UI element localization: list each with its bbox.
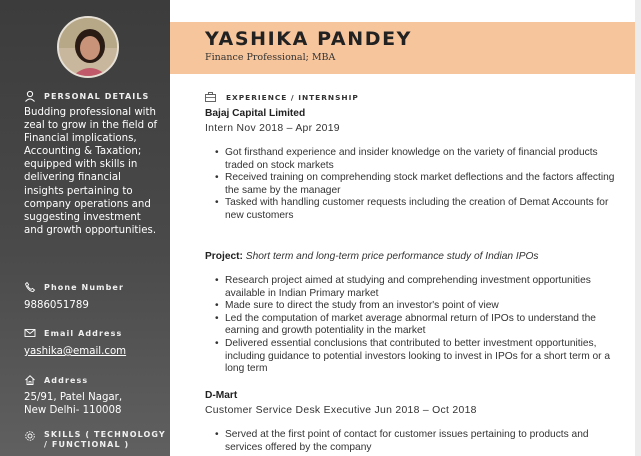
project-title: Short term and long-term price performance study of Indian IPOs — [245, 251, 539, 262]
list-item: • Delivered essential conclusions that contributed to better investment opportunities, including guidance to potential investors looking to invest in IPOs for a short term or a long term — [215, 338, 615, 376]
page-edge — [635, 0, 641, 456]
job-1-role: Intern Nov 2018 – Apr 2019 — [205, 123, 340, 134]
job-2-organization: D-Mart — [205, 390, 238, 401]
address-label: Address — [44, 375, 89, 385]
home-icon — [24, 374, 36, 386]
address-heading — [24, 374, 88, 386]
experience-heading-label: EXPERIENCE / INTERNSHIP — [226, 92, 359, 102]
skills-heading — [24, 430, 166, 450]
job-1-organization: Bajaj Capital Limited — [205, 108, 306, 119]
gear-icon — [24, 430, 36, 442]
person-icon — [24, 90, 36, 102]
project-line — [205, 251, 539, 262]
mail-icon — [24, 327, 36, 339]
list-item: • Received training on comprehending stock market deflections and the factors affecting the same by the manager — [215, 172, 615, 197]
email-label: Email Address — [44, 328, 123, 338]
briefcase-icon — [205, 92, 216, 102]
personal-details-heading — [24, 90, 149, 102]
project-label: Project: — [205, 251, 243, 262]
job-2-role: Customer Service Desk Executive Jun 2018 – Oct 2018 — [205, 405, 477, 416]
phone-label: Phone Number — [44, 282, 124, 292]
skills-label-line-1: SKILLS ( TECHNOLOGY — [44, 430, 166, 439]
list-item: • Got firsthand experience and insider knowledge on the variety of financial products traded on stock markets — [215, 147, 615, 172]
personal-details-label: PERSONAL DETAILS — [44, 91, 150, 101]
resume-name: YASHIKA PANDEY — [205, 28, 413, 50]
list-item: • Served at the first point of contact for customer issues pertaining to products and services offered by the company — [215, 429, 615, 454]
phone-heading — [24, 281, 124, 293]
project-bullets — [215, 275, 615, 376]
job-2-bullets — [215, 429, 615, 454]
skills-label-line-2: / FUNCTIONAL ) — [44, 440, 130, 449]
job-1-bullets — [215, 147, 615, 223]
experience-heading — [205, 92, 359, 102]
personal-summary: Budding professional with zeal to grow in the field of Financial implications, Accounting & Taxation; equipped with skills in delivering financial insights pertaining to company operations and suggesting investment and growth opportunities. — [24, 107, 158, 236]
phone-icon — [24, 281, 36, 293]
list-item: • Led the computation of market average abnormal return of IPOs to understand the earning and growth potentiality in the market — [215, 313, 615, 338]
resume-title: Finance Professional; MBA — [205, 52, 336, 63]
email-link[interactable]: yashika@email.com — [24, 346, 127, 357]
profile-photo — [57, 16, 119, 78]
sidebar — [0, 0, 170, 456]
address-line-2: New Delhi- 110008 — [24, 405, 122, 416]
address-line-1: 25/91, Patel Nagar, — [24, 392, 123, 403]
phone-value: 9886051789 — [24, 300, 89, 311]
list-item: • Research project aimed at studying and comprehending investment opportunities available in Indian Primary market — [215, 275, 615, 300]
list-item: • Made sure to direct the study from an investor's point of view — [215, 300, 615, 313]
list-item: • Tasked with handling customer requests including the creation of Demat Accounts for new customers — [215, 197, 615, 222]
email-heading — [24, 327, 122, 339]
